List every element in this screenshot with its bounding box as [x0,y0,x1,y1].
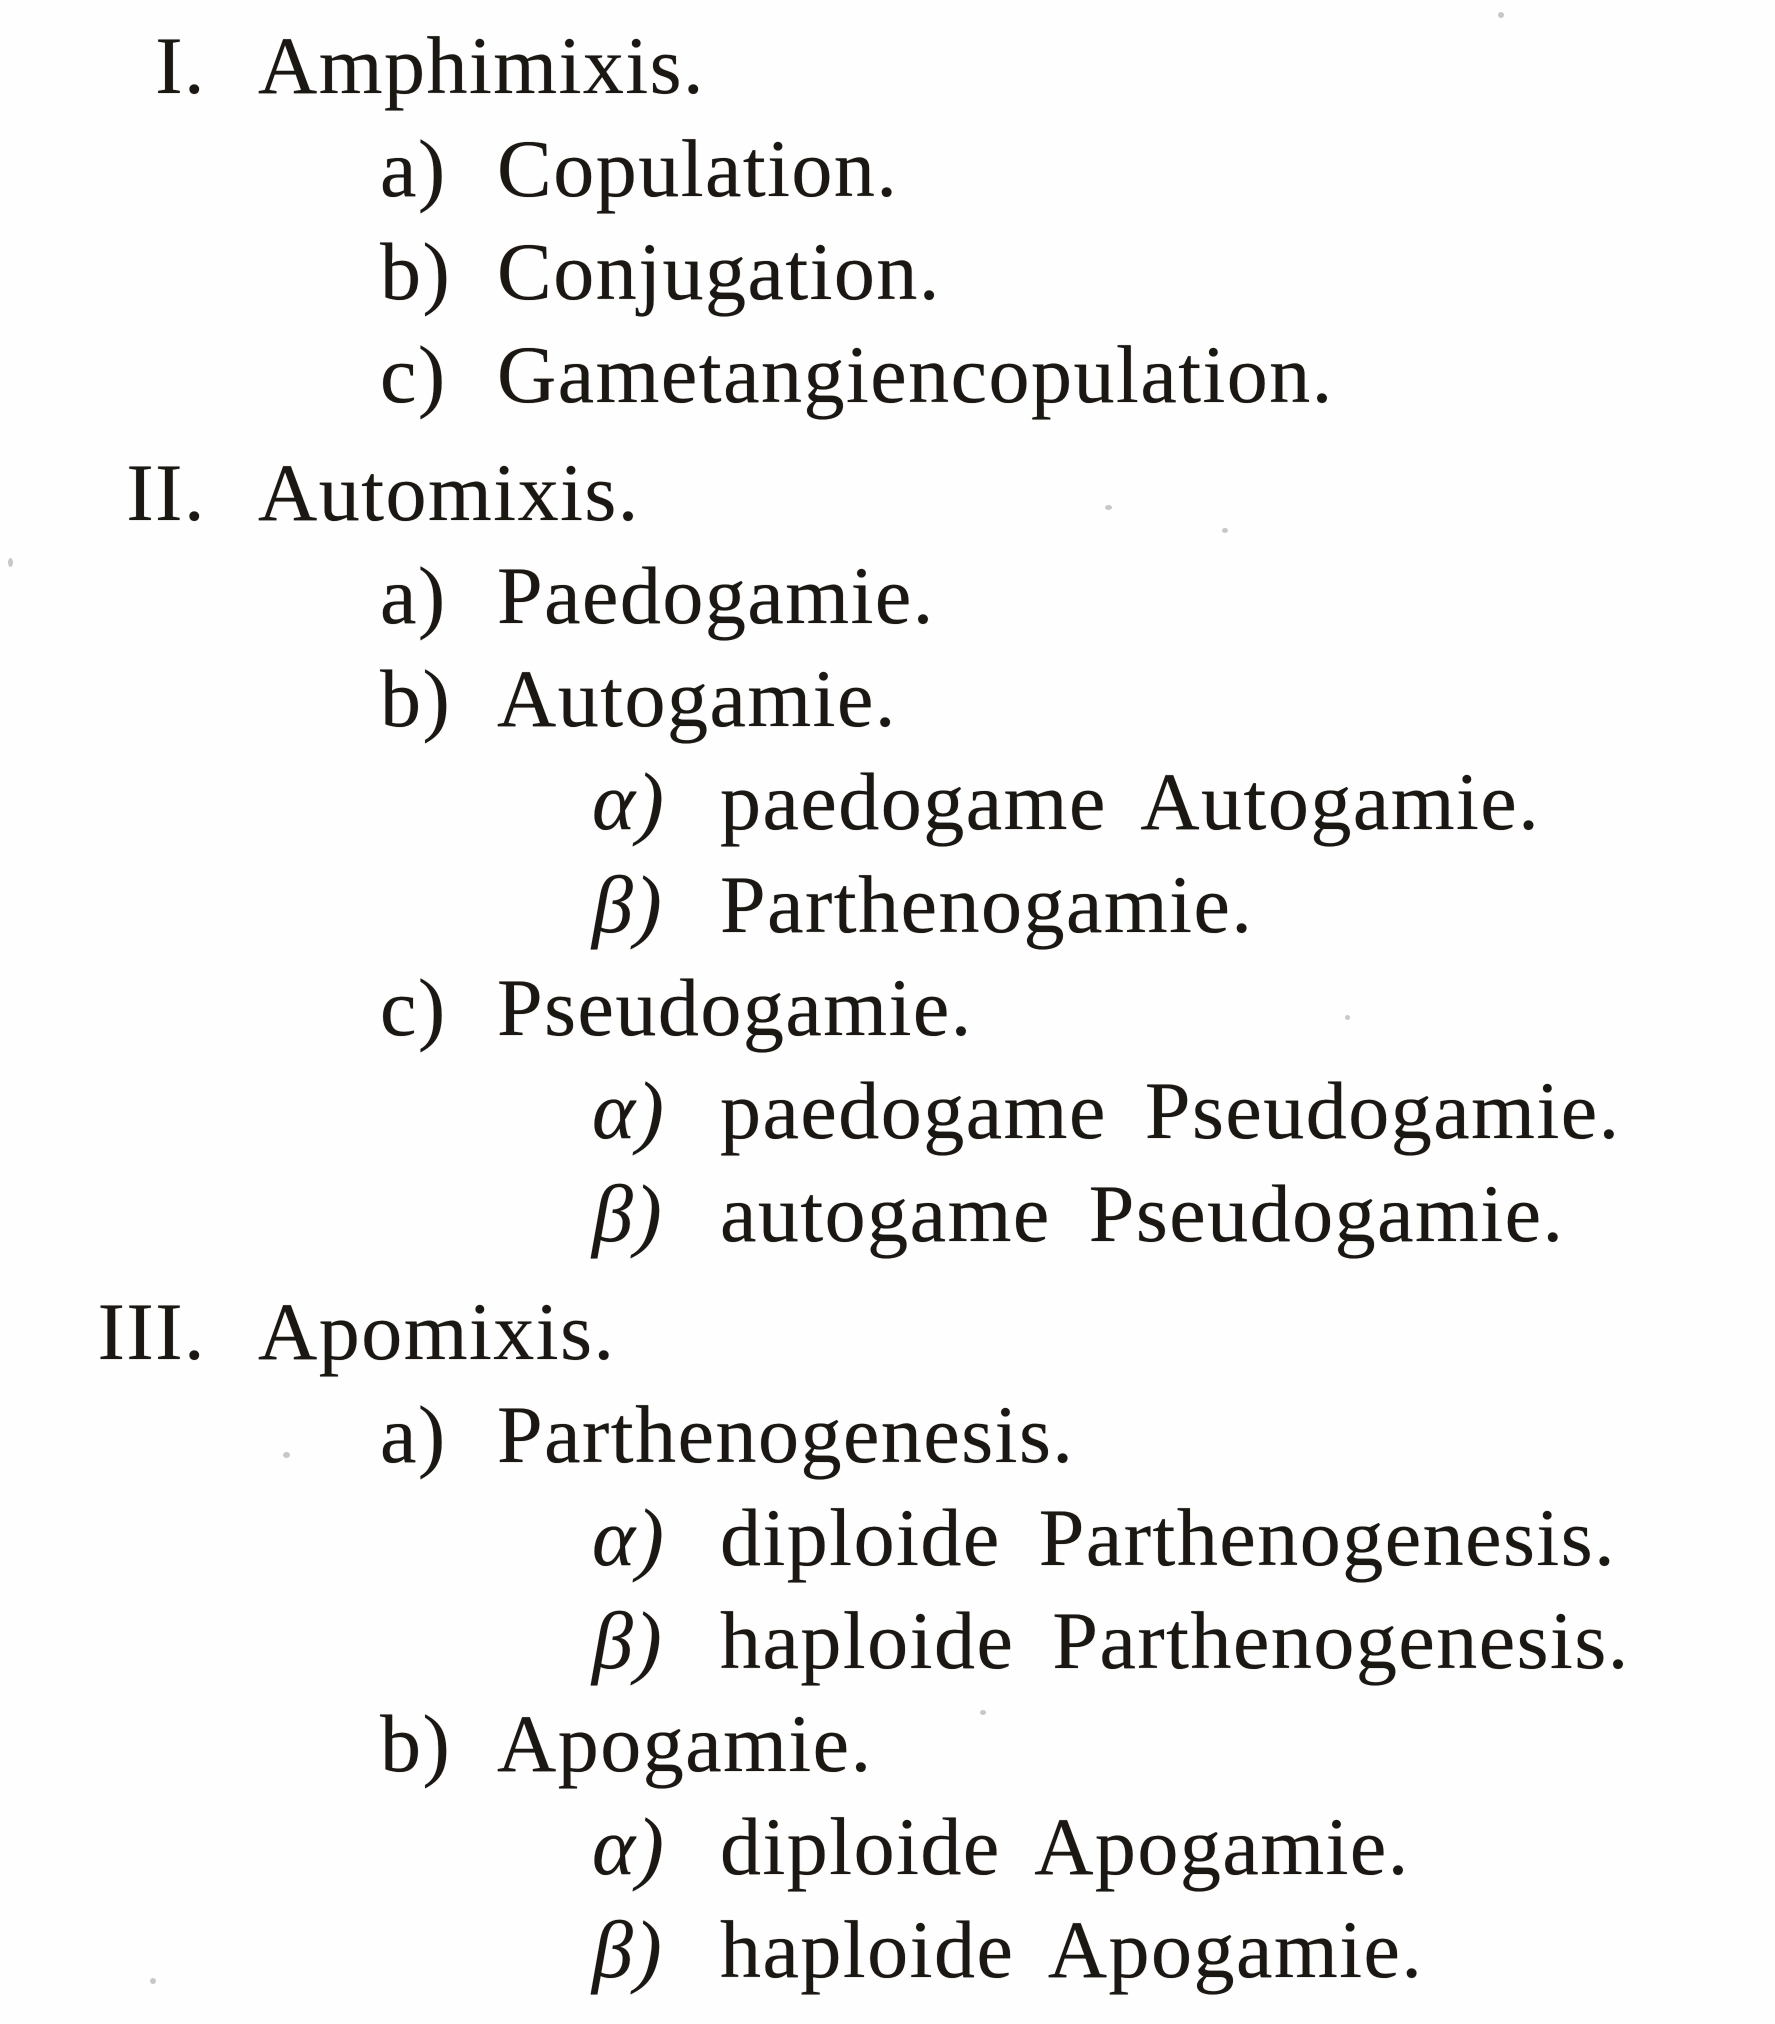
scan-speck [1222,528,1228,533]
item-label: paedogame Autogamie. [720,756,1541,847]
item-marker: c) [380,329,447,420]
outline-item [0,1898,1775,2001]
item-label: diploide Parthenogenesis. [720,1492,1617,1583]
item-label: Copulation. [497,123,899,214]
item-label: Autogamie. [497,653,897,744]
outline-item [0,750,1775,853]
outline-item [0,1162,1775,1265]
item-marker: I. [155,20,206,111]
item-marker: a) [380,123,447,214]
item-label: Apogamie. [497,1698,873,1789]
item-marker: a) [380,1389,447,1480]
outline-item [0,1280,1775,1383]
item-label: Amphimixis. [258,20,706,111]
item-marker: β) [592,1595,664,1686]
item-marker: α) [592,1801,666,1892]
item-marker: α) [592,1065,666,1156]
outline-item [0,1486,1775,1589]
outline-item [0,647,1775,750]
outline-item [0,544,1775,647]
item-marker: α) [592,1492,666,1583]
item-label: haploide Parthenogenesis. [720,1595,1630,1686]
outline-item [0,1692,1775,1795]
outline-item [0,1589,1775,1692]
item-marker: α) [592,756,666,847]
item-label: Conjugation. [497,226,941,317]
item-marker: c) [380,962,447,1053]
scan-speck [150,1978,156,1984]
item-marker: III. [97,1286,206,1377]
item-label: autogame Pseudogamie. [720,1168,1565,1259]
outline-item [0,853,1775,956]
item-label: Paedogamie. [497,550,935,641]
scan-speck [1105,505,1112,510]
outline-item [0,14,1775,117]
outline-item [0,117,1775,220]
item-label: Parthenogenesis. [497,1389,1075,1480]
outline-item [0,1059,1775,1162]
item-label: Gametangiencopulation. [497,329,1334,420]
scan-speck [283,1452,290,1458]
scan-speck [1498,12,1504,18]
outline-item [0,1795,1775,1898]
item-marker: a) [380,550,447,641]
item-marker: b) [380,226,452,317]
item-label: Pseudogamie. [497,962,973,1053]
scan-speck [1345,1015,1350,1020]
scan-speck [980,1710,986,1715]
item-marker: β) [592,1168,664,1259]
item-marker: II. [126,447,206,538]
item-label: paedogame Pseudogamie. [720,1065,1621,1156]
outline-item [0,323,1775,426]
outline-item [0,1383,1775,1486]
outline-list [0,14,1775,2001]
outline-item [0,441,1775,544]
item-label: haploide Apogamie. [720,1904,1424,1995]
outline-item [0,956,1775,1059]
item-marker: b) [380,653,452,744]
item-marker: β) [592,1904,664,1995]
item-label: Automixis. [258,447,640,538]
item-label: Apomixis. [258,1286,616,1377]
item-marker: β) [592,859,664,950]
outline-item [0,220,1775,323]
scan-speck [8,558,13,567]
item-marker: b) [380,1698,452,1789]
item-label: Parthenogamie. [720,859,1254,950]
item-label: diploide Apogamie. [720,1801,1410,1892]
